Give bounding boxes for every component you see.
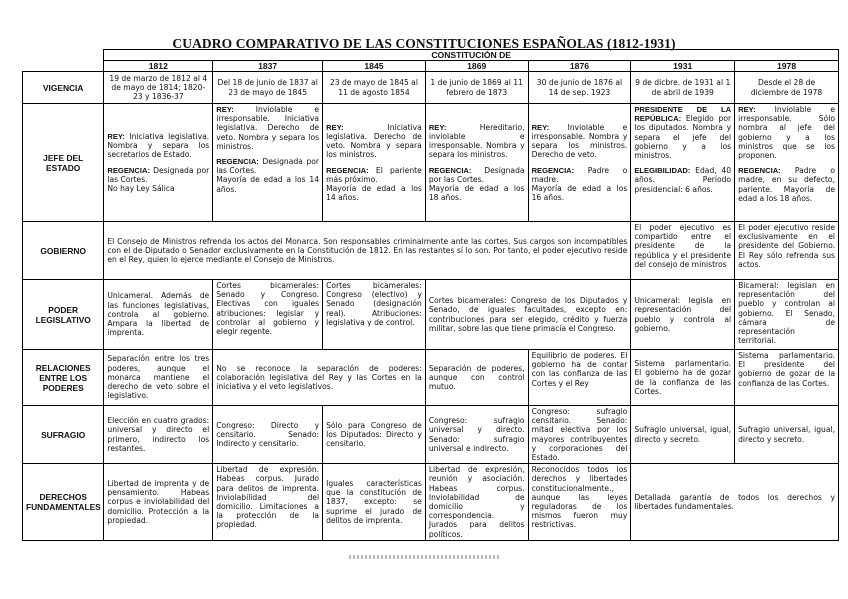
row-label: JEFE DEL ESTADO xyxy=(23,104,104,222)
cell-jefe-1845 xyxy=(323,104,426,222)
cell-relaciones-1869: Separación de poderes, aunque con control mutuo. xyxy=(425,350,528,406)
cell-text: Padre o madre, en su defecto, pariente. Mayoría de edad a los 18 años. xyxy=(738,166,835,203)
cell-relaciones-1978: Sistema parlamentario. El presidente del gobierno de gozar de la confianza de las Cortes. xyxy=(735,350,839,406)
cell-vigencia-1931: 9 de dicbre. de 1931 al 1 de abril de 1939 xyxy=(631,72,735,104)
row-vigencia xyxy=(23,72,839,104)
cell-legislativo-1931: Unicameral: legisla en representación del pueblo y controla al gobierno. xyxy=(631,280,735,350)
cell-jefe-1876 xyxy=(528,104,631,222)
cell-vigencia-1837: Del 18 de junio de 1837 al 23 de mayo de 1845 xyxy=(213,72,323,104)
cell-jefe-1931 xyxy=(631,104,735,222)
year-header: 1845 xyxy=(323,61,426,72)
cell-vigencia-1845: 23 de mayo de 1845 al 11 de agosto 1854 xyxy=(323,72,426,104)
cell-keyword: REGENCIA: xyxy=(428,165,472,175)
cell-text: Mayoría de edad a los 18 años. xyxy=(428,183,525,203)
comparison-table xyxy=(22,49,839,541)
cell-text: Hereditario, inviolable e irresponsable. Nombra y separa los ministros. xyxy=(428,122,525,160)
cell-gobierno-1978: El poder ejecutivo reside exclusivamente en el presidente del Gobierno. El Rey sólo refrenda sus actos. xyxy=(735,222,839,280)
cell-relaciones-1812: Separación entre los tres poderes, aunque el monarca mantiene el derecho de veto sobre el legislativo. xyxy=(104,350,213,406)
year-header: 1876 xyxy=(528,61,631,72)
cell-text: Inviolable e irresponsable. Iniciativa legislativa. Derecho de veto. Nombra y separa los ministros. xyxy=(216,105,320,151)
cell-jefe-1869 xyxy=(425,104,528,222)
cell-sufragio-1931: Sufragio universal, igual, directo y secreto. xyxy=(631,406,735,464)
cell-keyword: ELEGIBILIDAD: xyxy=(634,166,691,176)
cell-sufragio-1876: Congreso: sufragio censitario. Senado: mitad electiva por los mayores contribuyentes y corporaciones del Estado. xyxy=(528,406,631,464)
cell-text: Iniciativa legislativa. Nombra y separa los secretarios de Estado. xyxy=(107,131,210,160)
cell-relaciones-1931: Sistema parlamentario. El gobierno ha de gozar de la confianza de las Cortes. xyxy=(631,350,735,406)
cell-text: Iniciativa legislativa. Derecho de veto. Nombra y separa los ministros. xyxy=(326,122,422,160)
footer-mark xyxy=(349,555,499,559)
corner-blank xyxy=(23,50,104,61)
cell-keyword: REY: xyxy=(738,105,756,114)
row-label: GOBIERNO xyxy=(23,222,104,280)
cell-keyword: REGENCIA: xyxy=(216,157,259,167)
cell-legislativo-1837: Cortes bicamerales: Senado y Congreso. Electivas con iguales atribuciones: legislar y controlar al gobierno y elegir regente. xyxy=(213,280,323,350)
row-label: DERECHOS FUNDAMENTALES xyxy=(23,464,104,541)
cell-text: Padre o madre. xyxy=(531,165,628,184)
cell-derechos-1931-1978: Detallada garantía de todos los derechos y libertades fundamentales. xyxy=(631,464,839,541)
cell-sufragio-1845: Sólo para Congreso de los Diputados: Directo y censitario. xyxy=(323,406,426,464)
cell-text: Designada por las Cortes. xyxy=(216,157,320,176)
cell-text: Edad, 40 años. Período presidencial: 6 años. xyxy=(634,166,732,194)
row-gobierno xyxy=(23,222,839,280)
cell-legislativo-1812: Unicameral. Además de las funciones legislativas, controla al gobierno. Ampara la libertad de imprenta. xyxy=(104,280,213,350)
cell-vigencia-1876: 30 de junio de 1876 al 14 de sep. 1923 xyxy=(528,72,631,104)
cell-sufragio-1978: Sufragio universal, igual, directo y secreto. xyxy=(735,406,839,464)
cell-derechos-1869: Libertad de expresión, reunión y asociación. Habeas corpus. Inviolabilidad de domicilio y correspondencia. Jurados para delitos políticos. xyxy=(425,464,528,541)
row-jefe xyxy=(23,104,839,222)
cell-sufragio-1869: Congreso: sufragio universal y directo. Senado: sufragio universal e indirecto. xyxy=(425,406,528,464)
row-legislativo xyxy=(23,280,839,350)
cell-keyword: REY: xyxy=(107,131,125,141)
page-title: CUADRO COMPARATIVO DE LAS CONSTITUCIONES ESPAÑOLAS (1812-1931) xyxy=(172,36,676,51)
cell-relaciones-1876: Equilibrio de poderes. El gobierno ha de contar con las confianza de las Cortes y el Rey xyxy=(528,350,631,406)
cell-legislativo-1869-1876: Cortes bicamerales: Congreso de los Diputados y Senado, de iguales facultades, excepto en: contribuciones para ser elegido, crédito y fuerza militar, sobre las que tiene primacía el Congreso. xyxy=(425,280,631,350)
cell-jefe-1837 xyxy=(213,104,323,222)
cell-keyword: PRESIDENTE DE LA REPÚBLICA: xyxy=(634,105,732,124)
group-header: CONSTITUCIÓN DE xyxy=(104,50,839,61)
row-label: PODER LEGISLATIVO xyxy=(23,280,104,350)
row-derechos xyxy=(23,464,839,541)
row-relaciones xyxy=(23,350,839,406)
cell-keyword: REGENCIA: xyxy=(107,165,150,175)
cell-gobierno-1812-1876: El Consejo de Ministros refrenda los actos del Monarca. Son responsables criminalmente ante las cortes. Sus cargos son incompatibles con el de Diputado o Senador exclusivamente en la Constitución de 1812. En las restantes sí lo son. Por tanto, el poder ejecutivo reside en el Rey, quien lo ejerce mediante el Consejo de Ministros. xyxy=(104,222,631,280)
cell-derechos-1876: Reconocidos todos los derechos y libertades constitucionalmente., aunque las leyes reguladoras de los mismos fueron muy restrictivas. xyxy=(528,464,631,541)
cell-vigencia-1869: 1 de junio de 1869 al 11 febrero de 1873 xyxy=(425,72,528,104)
cell-text: Inviolable e irresponsable. Sólo nombra al jefe del gobierno y a los ministros que se los proponen. xyxy=(738,105,835,161)
row-label: SUFRAGIO xyxy=(23,406,104,464)
row-label: VIGENCIA xyxy=(23,72,104,104)
cell-relaciones-1837-1845: No se reconoce la separación de poderes: colaboración legislativa del Rey y las Cortes en la iniciativa y el veto legislativos. xyxy=(213,350,426,406)
cell-gobierno-1931: El poder ejecutivo es compartido entre el presidente de la república y el presidente del consejo de ministros xyxy=(631,222,735,280)
cell-keyword: REGENCIA: xyxy=(326,165,369,175)
year-header: 1812 xyxy=(104,61,213,72)
cell-derechos-1837: Libertad de expresión. Habeas corpus. Jurado para delitos de imprenta. Inviolabilidad del domicilio. Limitaciones a la protección de la propiedad. xyxy=(213,464,323,541)
cell-sufragio-1837: Congreso: Directo y censitario. Senado: Indirecto y censitario. xyxy=(213,406,323,464)
cell-keyword: REY: xyxy=(216,105,234,114)
cell-keyword: REGENCIA: xyxy=(738,166,781,176)
year-header-row xyxy=(23,61,839,72)
year-header: 1869 xyxy=(425,61,528,72)
cell-keyword: REY: xyxy=(531,122,550,132)
cell-sufragio-1812: Elección en cuatro grados: universal y directo el primero, indirecto los restantes. xyxy=(104,406,213,464)
cell-text: Mayoría de edad a los 14 años. xyxy=(326,183,422,203)
cell-keyword: REY: xyxy=(428,122,447,132)
cell-jefe-1812 xyxy=(104,104,213,222)
cell-text: Mayoría de edad a los 14 años. xyxy=(216,175,320,194)
cell-text: Designada por las Cortes. xyxy=(107,165,210,184)
cell-legislativo-1978: Bicameral: legislan en representación del pueblo y controlan al gobierno. El Senado, cámara de representación territorial. xyxy=(735,280,839,350)
cell-text: No hay Ley Sálica xyxy=(107,183,175,193)
cell-legislativo-1845: Cortes bicamerales: Congreso (electivo) y Senado (designación real). Atribuciones: legislativa y de control. xyxy=(323,280,426,350)
cell-jefe-1978 xyxy=(735,104,839,222)
corner-blank xyxy=(23,61,104,72)
cell-vigencia-1812: 19 de marzo de 1812 al 4 de mayo de 1814; 1820-23 y 1836-37 xyxy=(104,72,213,104)
cell-text: Designada por las Cortes. xyxy=(428,165,525,184)
year-header: 1837 xyxy=(213,61,323,72)
cell-derechos-1812: Libertad de imprenta y de pensamiento. Habeas corpus e inviolabilidad del domicilio. Protección a la propiedad. xyxy=(104,464,213,541)
year-header: 1978 xyxy=(735,61,839,72)
cell-keyword: REY: xyxy=(326,122,344,132)
row-sufragio xyxy=(23,406,839,464)
footer-smudge xyxy=(0,554,848,561)
cell-derechos-1845: Iguales características que la constitución de 1837, excepto: se suprime el jurado de delitos de imprenta. xyxy=(323,464,426,541)
cell-text: Mayoría de edad a los 16 años. xyxy=(531,183,628,203)
cell-keyword: REGENCIA: xyxy=(531,165,575,175)
cell-text: Inviolable e irresponsable. Nombra y separa los ministros. Derecho de veto. xyxy=(531,122,628,160)
cell-text: El pariente más próximo. xyxy=(326,165,422,184)
year-header: 1931 xyxy=(631,61,735,72)
cell-vigencia-1978: Desde el 28 de diciembre de 1978 xyxy=(735,72,839,104)
cell-text: Elegido por los diputados. Nombra y separa el jefe del gobierno y a los ministros. xyxy=(634,114,732,161)
row-label: RELACIONES ENTRE LOS PODERES xyxy=(23,350,104,406)
